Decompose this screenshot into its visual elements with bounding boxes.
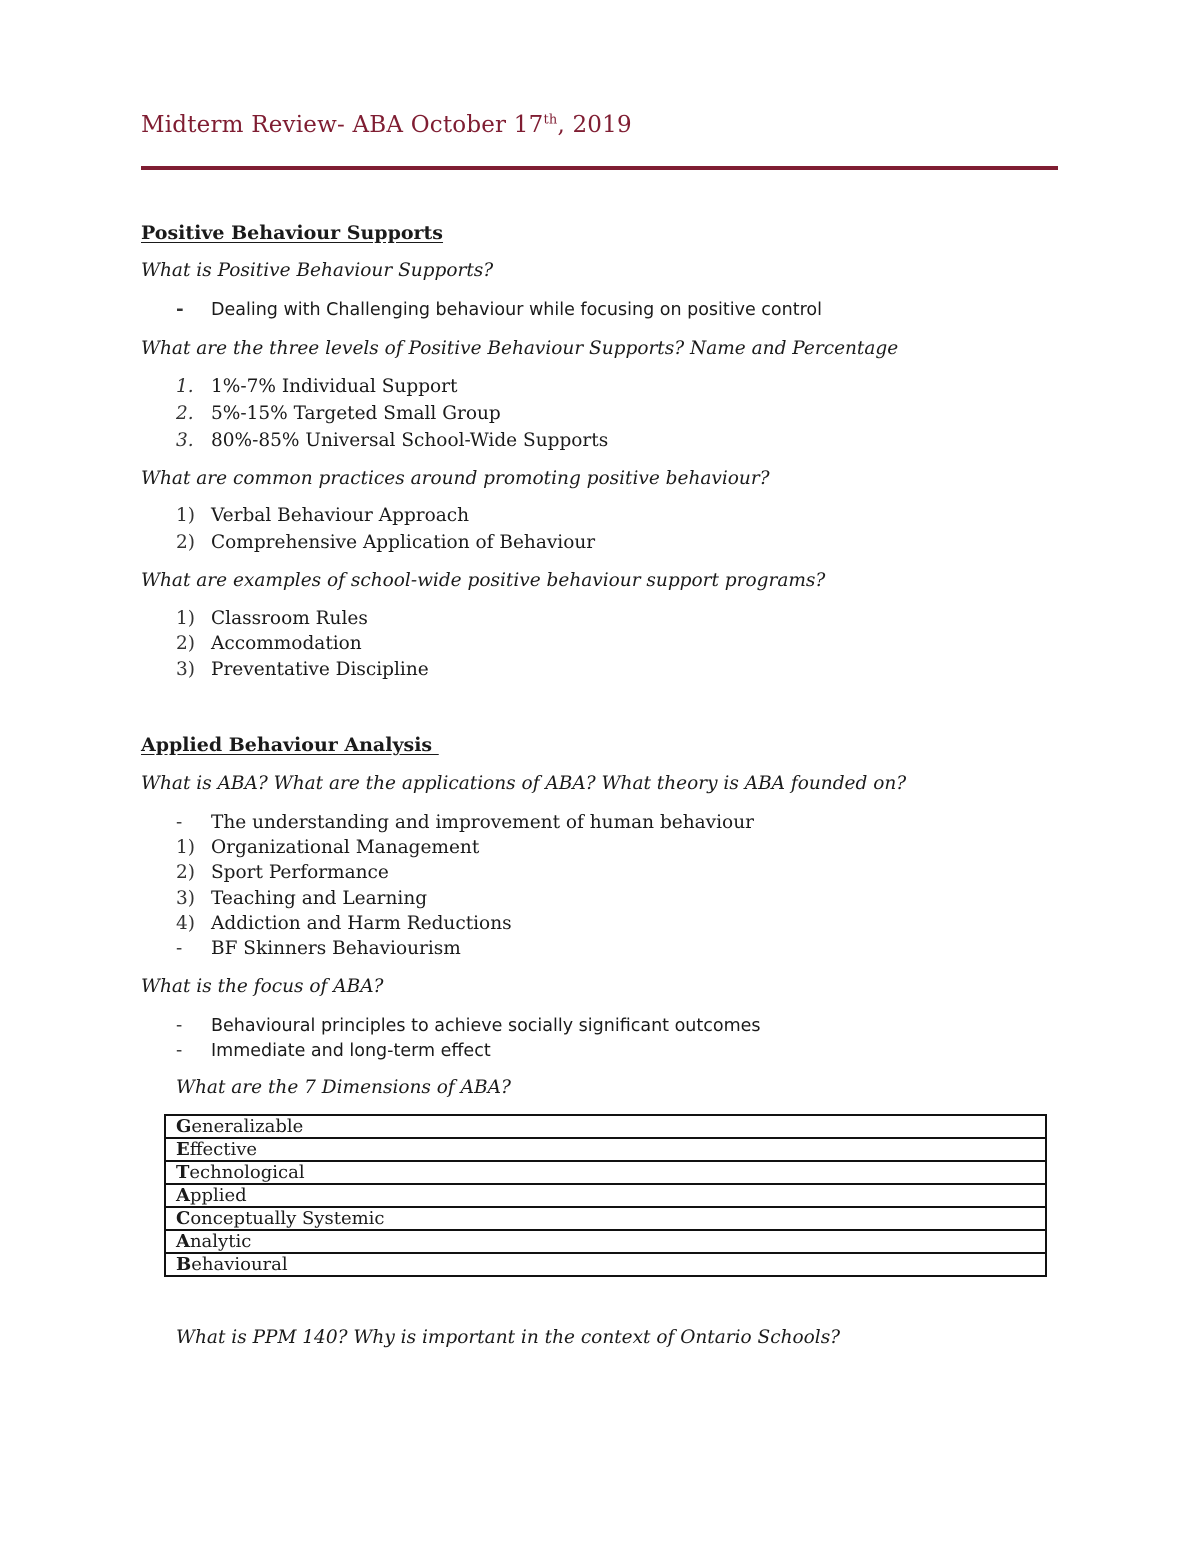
list-item: 1. 1%-7% Individual Support	[176, 376, 458, 397]
table-row	[165, 1253, 1046, 1276]
list-item: 2) Sport Performance	[176, 862, 389, 883]
list-item: 4) Addiction and Harm Reductions	[176, 913, 512, 934]
question-focus-of-aba: What is the focus of ABA?	[141, 976, 384, 997]
table-row	[165, 1230, 1046, 1253]
dimensions-table	[164, 1114, 1047, 1277]
list-item: 3) Preventative Discipline	[176, 659, 429, 680]
document-title: Midterm Review- ABA October 17th, 2019	[141, 112, 632, 138]
question-ppm-140: What is PPM 140? Why is important in the context of Ontario Schools?	[176, 1327, 841, 1348]
title-rule	[141, 166, 1058, 170]
table-row	[165, 1161, 1046, 1184]
question-seven-dimensions: What are the 7 Dimensions of ABA?	[176, 1077, 511, 1098]
table-cell: Effective	[165, 1138, 1046, 1161]
section-heading-aba: Applied Behaviour Analysis	[141, 734, 439, 756]
table-row	[165, 1138, 1046, 1161]
table-cell: Generalizable	[165, 1115, 1046, 1138]
list-item: 1) Organizational Management	[176, 837, 480, 858]
list-item: 2. 5%-15% Targeted Small Group	[176, 403, 501, 424]
question-what-is-aba: What is ABA? What are the applications of ABA? What theory is ABA founded on?	[141, 773, 907, 794]
list-item: - Immediate and long-term effect	[176, 1040, 491, 1061]
list-item: 2) Comprehensive Application of Behaviour	[176, 532, 596, 553]
question-school-wide-programs: What are examples of school-wide positive behaviour support programs?	[141, 570, 826, 591]
table-row	[165, 1115, 1046, 1138]
list-item: - Dealing with Challenging behaviour while focusing on positive control	[176, 299, 822, 320]
section-heading-pbs: Positive Behaviour Supports	[141, 222, 444, 244]
table-cell: Behavioural	[165, 1253, 1046, 1276]
question-what-is-pbs: What is Positive Behaviour Supports?	[141, 260, 494, 281]
question-common-practices: What are common practices around promoting positive behaviour?	[141, 468, 770, 489]
list-item: 3. 80%-85% Universal School-Wide Supports	[176, 430, 609, 451]
question-three-levels: What are the three levels of Positive Behaviour Supports? Name and Percentage	[141, 338, 899, 359]
table-row	[165, 1207, 1046, 1230]
list-item: - BF Skinners Behaviourism	[176, 938, 461, 959]
list-item: - Behavioural principles to achieve socially significant outcomes	[176, 1015, 761, 1036]
table-row	[165, 1184, 1046, 1207]
list-item: - The understanding and improvement of human behaviour	[176, 812, 754, 833]
list-item: 3) Teaching and Learning	[176, 888, 428, 909]
table-cell: Technological	[165, 1161, 1046, 1184]
table-cell: Conceptually Systemic	[165, 1207, 1046, 1230]
list-item: 1) Classroom Rules	[176, 608, 368, 629]
table-cell: Analytic	[165, 1230, 1046, 1253]
list-item: 1) Verbal Behaviour Approach	[176, 505, 470, 526]
table-cell: Applied	[165, 1184, 1046, 1207]
list-item: 2) Accommodation	[176, 633, 362, 654]
